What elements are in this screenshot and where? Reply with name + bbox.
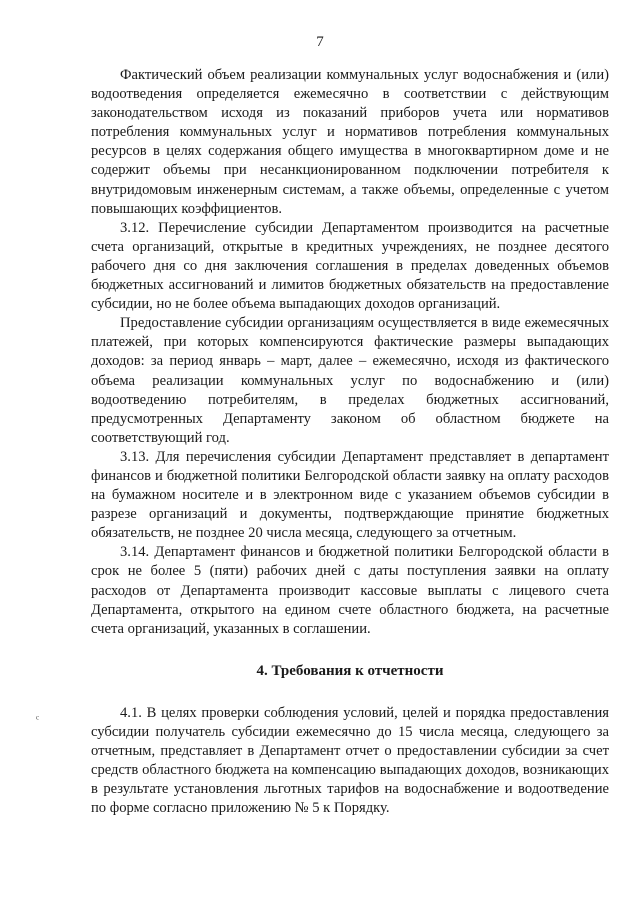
paragraph-3-12: 3.12. Перечисление субсидии Департаментом производится на расчетные счета организаций, открытые в кредитных учреждениях, не позднее десятого рабочего дня со дня заключения соглашения в пределах доведенных объемов бюджетных ассигнований и лимитов бюджетных обязательств на предоставление субсидии, но не более объема выпадающих доходов организаций. (91, 219, 609, 313)
section-heading: 4. Требования к отчетности (256, 662, 444, 679)
margin-mark: ᶜ (36, 712, 40, 726)
page-number: 7 (316, 34, 324, 50)
paragraph-3-14: 3.14. Департамент финансов и бюджетной политики Белгородской области в срок не более 5 (пяти) рабочих дней с даты поступления заявки на оплату расходов от Департамента производит кассовые выплаты с лицевого счета Департамента, открытого на едином счете областного бюджета, на расчетные счета организаций, указанных в соглашении. (91, 544, 609, 637)
document-body (91, 66, 609, 818)
paragraph-actual-volume: Фактический объем реализации коммунальных услуг водоснабжения и (или) водоотведения определяется ежемесячно в соответствии с действующим законодательством исходя из показаний приборов учета или нормативов потребления коммунальных услуг и нормативов потребления коммунальных ресурсов в целях содержания общего имущества в многоквартирном доме и не содержит объемы при несанкционированном подключении потребителя к внутридомовым инженерным системам, а также объемы, определенные с учетом повышающих коэффициентов. (91, 67, 609, 217)
paragraph-subsidy-payments: Предоставление субсидии организациям осуществляется в виде ежемесячных платежей, при которых компенсируются фактические размеры выпадающих доходов: за период январь – март, далее – ежемесячно, исходя из фактического объема реализации коммунальных услуг по водоснабжению и (или) водоотведению потребителям, в пределах бюджетных ассигнований, предусмотренных Департаменту законом об областном бюджете на соответствующий год. (91, 315, 609, 446)
paragraph-3-13: 3.13. Для перечисления субсидии Департамент представляет в департамент финансов и бюджетной политики Белгородской области заявку на оплату расходов на бумажном носителе и в электронном виде с указанием объемов субсидии в разрезе организаций и документы, подтверждающие принятие бюджетных обязательств, не позднее 20 числа месяца, следующего за отчетным. (91, 448, 609, 542)
paragraph-4-1: 4.1. В целях проверки соблюдения условий, целей и порядка предоставления субсидии получатель субсидии ежемесячно до 15 числа месяца, следующего за отчетным, представляет в Департамент отчет о предоставлении субсидии за счет средств областного бюджета на компенсацию выпадающих доходов, возникающих в результате установления льготных тарифов на водоснабжение и водоотведение по форме согласно приложению № 5 к Порядку. (91, 704, 609, 817)
